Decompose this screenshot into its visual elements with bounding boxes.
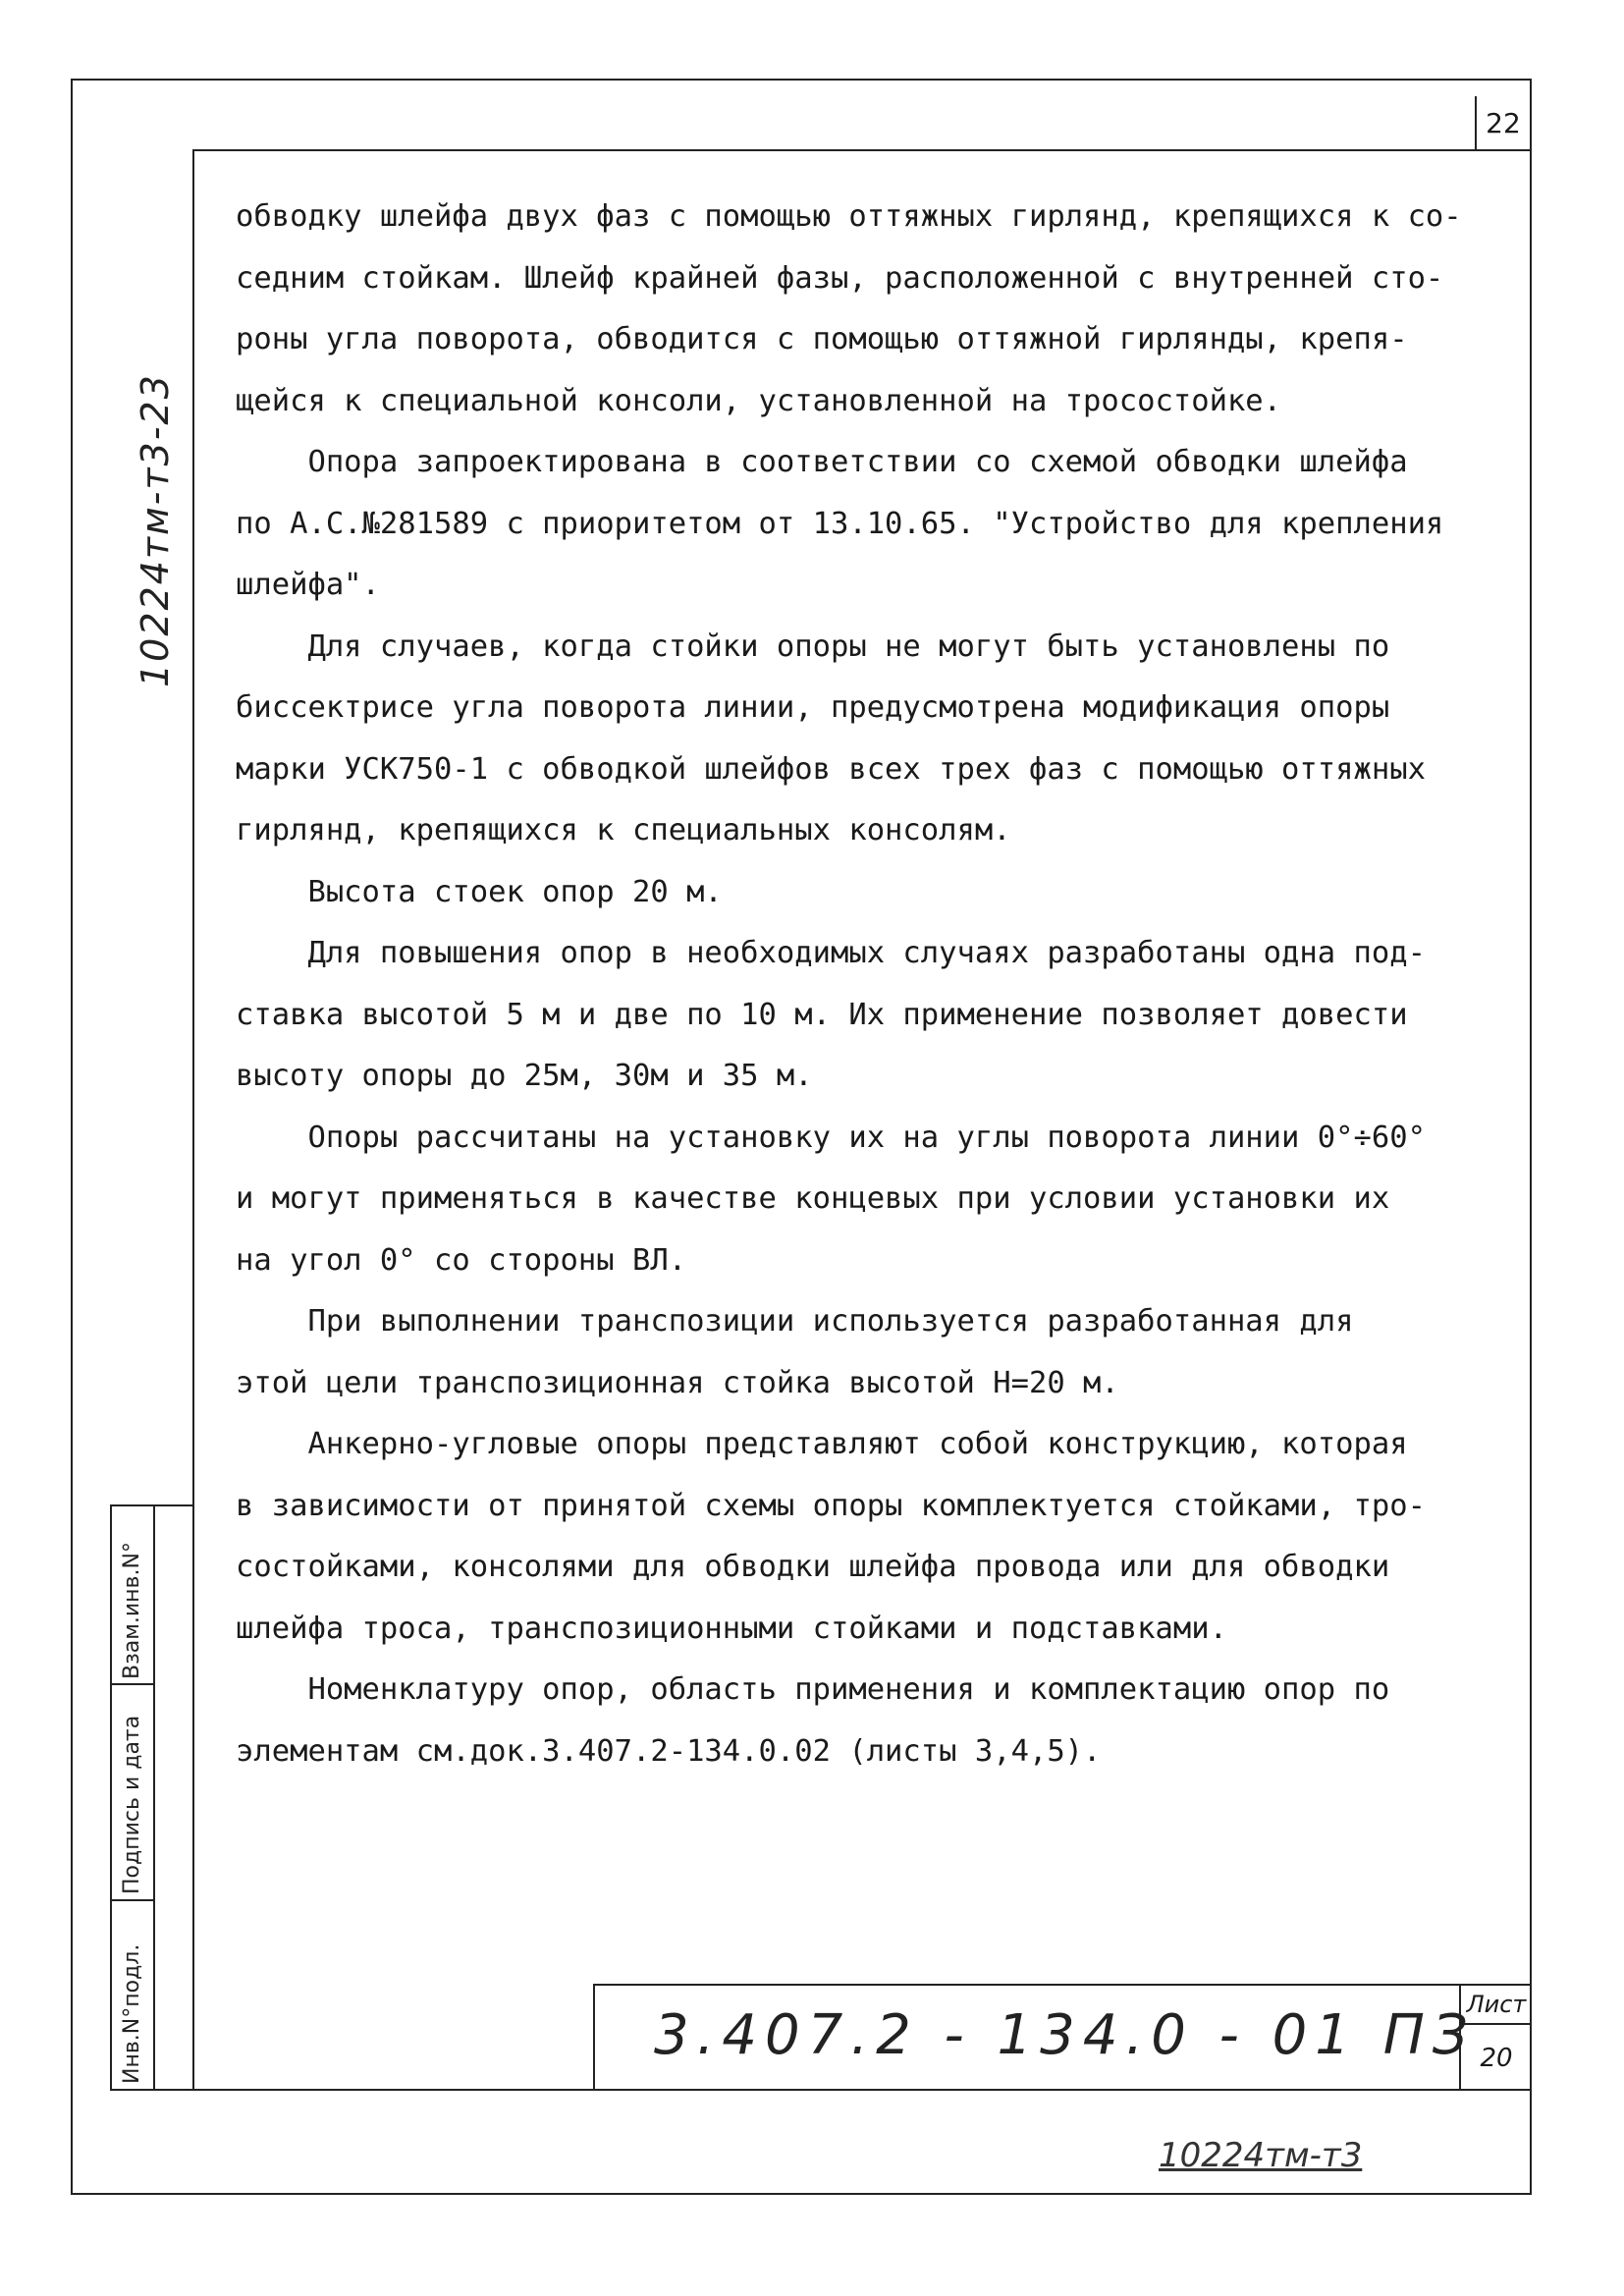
text-line: биссектрисе угла поворота линии, предусмотрена модификация опоры <box>236 690 1390 725</box>
text-line: Высота стоек опор 20 м. <box>236 874 723 909</box>
archive-handwritten-note: 10224тм-т3 <box>1159 2136 1363 2175</box>
text-line: и могут применяться в качестве концевых при условии установки их <box>236 1181 1390 1216</box>
text-line: шлейфа троса, транспозиционными стойками и подставками. <box>236 1611 1227 1646</box>
text-line: щейся к специальной консоли, установленной на тросостойке. <box>236 383 1282 418</box>
text-line: этой цели транспозиционная стойка высотой Н=20 м. <box>236 1365 1119 1400</box>
text-line: Для повышения опор в необходимых случаях разработаны одна под- <box>236 936 1426 970</box>
title-block <box>593 1984 1532 2091</box>
text-line: по А.С.№281589 с приоритетом от 13.10.65. "Устройство для крепления <box>236 506 1444 541</box>
stamp-label-signature-date: Подпись и дата <box>120 1715 144 1894</box>
side-archive-code: 10224тм-т3-23 <box>134 373 177 687</box>
text-line: элементам см.док.3.407.2-134.0.02 (листы 3,4,5). <box>236 1733 1102 1769</box>
text-line: марки УСК750-1 с обводкой шлейфов всех трех фаз с помощью оттяжных <box>236 751 1426 787</box>
stamp-label-replace-inv: Взам.инв.N° <box>120 1542 144 1679</box>
text-line: высоту опоры до 25м, 30м и 35 м. <box>236 1059 813 1093</box>
text-line: Анкерно-угловые опоры представляют собой конструкцию, которая <box>236 1427 1408 1461</box>
text-line: седним стойкам. Шлейф крайней фазы, расположенной с внутренней сто- <box>236 260 1444 296</box>
text-line: Опоры рассчитаны на установку их на углы поворота линии 0°÷60° <box>236 1120 1426 1155</box>
text-line: состойками, консолями для обводки шлейфа провода или для обводки <box>236 1550 1390 1584</box>
text-line: ставка высотой 5 м и две по 10 м. Их применение позволяет довести <box>236 997 1408 1032</box>
text-line: в зависимости от принятой схемы опоры комплектуется стойками, тро- <box>236 1488 1426 1523</box>
sheet-cell <box>1459 1986 1532 2091</box>
document-code: 3.407.2 - 134.0 - 01 ПЗ <box>654 2003 1476 2067</box>
sheet-page-number: 20 <box>1480 2043 1513 2073</box>
text-line: шлейфа". <box>236 568 380 602</box>
sheet-label: Лист <box>1461 1986 1532 2025</box>
text-line: Опора запроектирована в соответствии со схемой обводки шлейфа <box>236 445 1408 479</box>
sheet-number: 22 <box>1475 96 1530 151</box>
stamp-label-inv-no: Инв.N°подл. <box>120 1943 144 2084</box>
text-line: роны угла поворота, обводится с помощью оттяжной гирлянды, крепя- <box>236 322 1408 356</box>
explanatory-note-text <box>236 187 1512 1782</box>
text-line: на угол 0° со стороны ВЛ. <box>236 1242 687 1278</box>
stamp-divider <box>112 1899 153 1901</box>
text-line: При выполнении транспозиции используется разработанная для <box>236 1304 1354 1339</box>
stamp-divider <box>112 1683 153 1685</box>
text-line: обводку шлейфа двух фаз с помощью оттяжных гирлянд, крепящихся к со- <box>236 199 1462 234</box>
text-line: Номенклатуру опор, область применения и комплектацию опор по <box>236 1672 1390 1707</box>
text-line: гирлянд, крепящихся к специальных консолям. <box>236 813 1011 847</box>
stamp-strip <box>110 1504 192 2091</box>
text-line: Для случаев, когда стойки опоры не могут быть установлены по <box>236 629 1390 664</box>
